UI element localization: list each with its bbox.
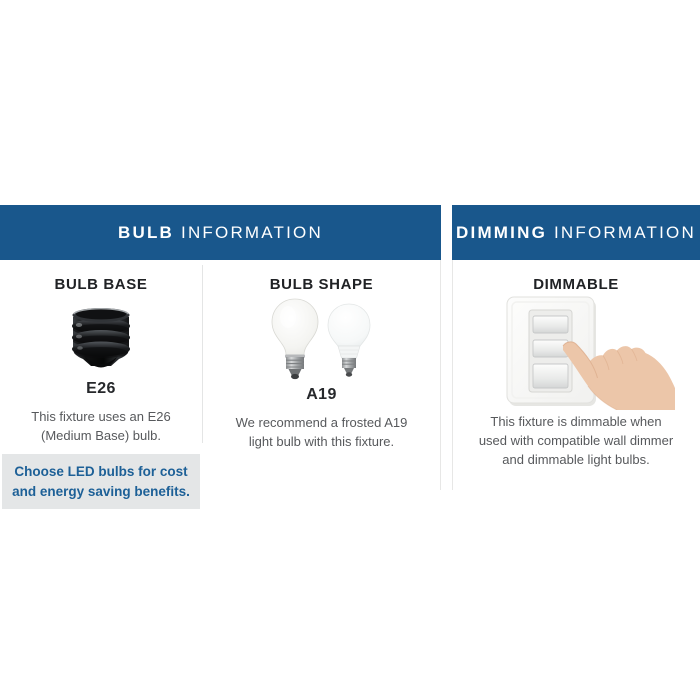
bulb-base-description: This fixture uses an E26 (Medium Base) bulb.: [31, 409, 171, 444]
e26-screw-base-icon: [59, 305, 143, 371]
bulb-information-header: [0, 205, 441, 260]
bulb-shape-column: [202, 260, 441, 509]
dimming-information-header: [452, 205, 700, 260]
bulb-base-column: [0, 260, 202, 509]
bulb-shape-value: A19: [306, 386, 337, 403]
a19-bulbs-image: [265, 299, 379, 379]
bulb-information-section: [0, 205, 441, 509]
header-title-bold: DIMMING: [456, 222, 547, 242]
dimmable-heading: DIMMABLE: [533, 276, 619, 293]
header-title-bold: BULB: [118, 222, 175, 242]
dimming-information-section: [452, 205, 700, 490]
section-gap-line-left: [440, 260, 441, 490]
header-title-rest: INFORMATION: [554, 222, 696, 242]
led-tip-callout: Choose LED bulbs for cost and energy saving benefits.: [2, 454, 200, 508]
bulb-base-heading: BULB BASE: [54, 276, 148, 293]
a19-bulbs-icon: [265, 297, 379, 381]
bulb-information-body: [0, 260, 441, 509]
header-title-rest: INFORMATION: [181, 222, 323, 242]
dimming-information-body: [452, 260, 700, 490]
bulb-base-value: E26: [86, 380, 116, 397]
section-gap-line-right: [452, 260, 453, 490]
e26-base-image: [59, 303, 143, 373]
dimmable-description: This fixture is dimmable when used with compatible wall dimmer and dimmable light bulbs.: [478, 414, 674, 468]
bulb-columns-divider: [202, 265, 203, 443]
bulb-shape-description: We recommend a frosted A19 light bulb with this fixture.: [235, 415, 408, 450]
dimmer-switch-image: [499, 296, 675, 410]
dimmer-switch-hand-icon: [499, 296, 675, 410]
dimmable-column: [452, 260, 700, 490]
bulb-shape-heading: BULB SHAPE: [269, 276, 374, 293]
